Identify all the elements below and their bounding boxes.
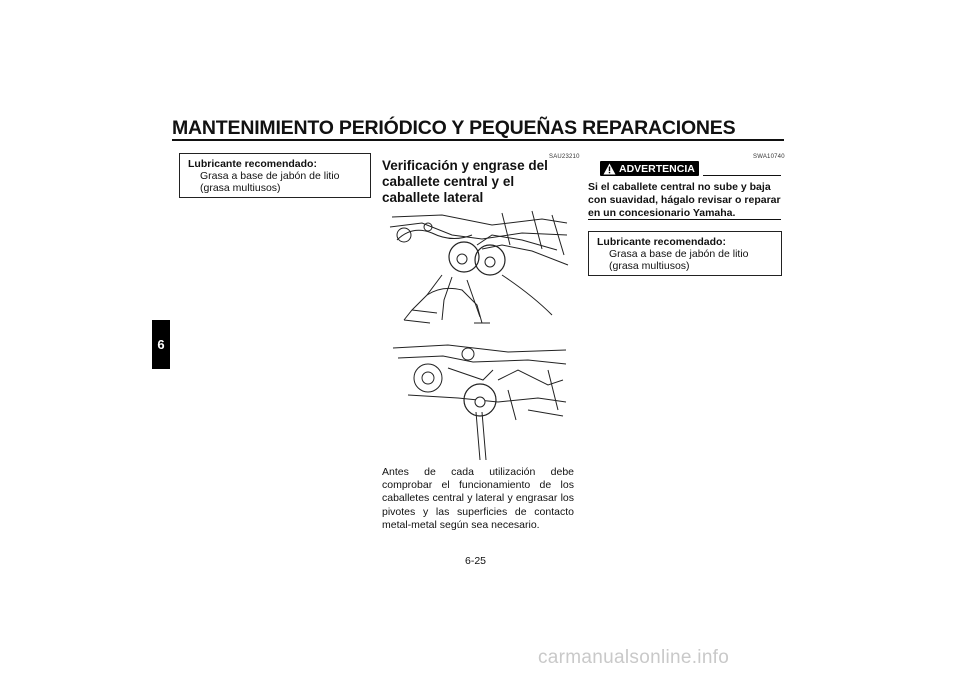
- lubricant-value: Grasa a base de jabón de litio (grasa multiusos): [200, 170, 340, 194]
- warning-rule-bottom: [588, 219, 781, 220]
- warning-code: SWA10740: [753, 154, 785, 160]
- chapter-tab: 6: [152, 320, 170, 369]
- watermark: carmanualsonline.info: [538, 647, 730, 668]
- warning-badge: [600, 161, 699, 176]
- section-body: Antes de cada utilización debe comprobar el funcionamiento de los caballetes central y lateral y engrasar los pivotes y las superficies de contacto metal-metal según sea necesario.: [382, 466, 574, 531]
- section-code: SAU23210: [549, 154, 580, 160]
- sidestand-illustration: [388, 340, 570, 462]
- warning-triangle-icon: [603, 163, 616, 175]
- lubricant-value: Grasa a base de jabón de litio (grasa multiusos): [609, 248, 749, 272]
- page-title: MANTENIMIENTO PERIÓDICO Y PEQUEÑAS REPARACIONES: [172, 117, 736, 139]
- warning-label: ADVERTENCIA: [619, 162, 695, 175]
- centerstand-illustration: [382, 205, 572, 330]
- warning-rule-top: [703, 175, 781, 176]
- lubricant-box-right: [588, 231, 782, 276]
- warning-text: Si el caballete central no sube y baja con suavidad, hágalo revisar o reparar en un concesionario Yamaha.: [588, 181, 781, 219]
- page-number: 6-25: [465, 555, 487, 567]
- lubricant-label: Lubricante recomendado:: [188, 158, 317, 170]
- lubricant-box-left: [179, 153, 371, 198]
- title-rule: [172, 139, 784, 141]
- lubricant-label: Lubricante recomendado:: [597, 236, 726, 248]
- section-title: Verificación y engrase del caballete central y el caballete lateral: [382, 158, 548, 205]
